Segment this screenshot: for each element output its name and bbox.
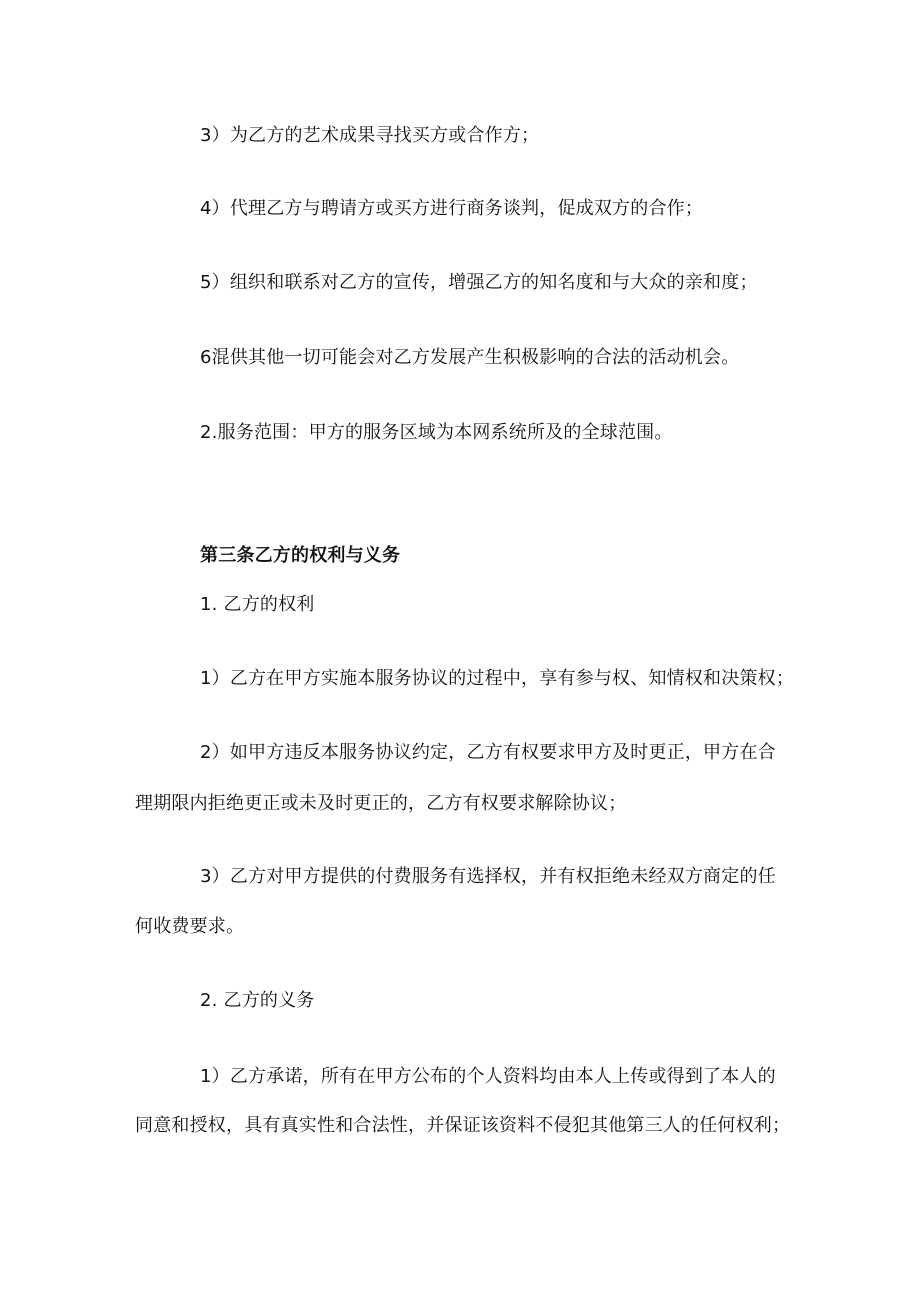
service-item-3: 3）为乙方的艺术成果寻找买方或合作方；	[200, 125, 540, 146]
obligations-item-1-line-1: 1）乙方承诺，所有在甲方公布的个人资料均由本人上传或得到了本人的	[200, 1066, 776, 1087]
obligations-title: 2. 乙方的义务	[200, 990, 315, 1011]
section-title: 第三条乙方的权利与义务	[200, 545, 401, 566]
obligations-item-1-line-2: 同意和授权，具有真实性和合法性，并保证该资料不侵犯其他第三人的任何权利；	[135, 1115, 791, 1136]
service-item-4: 4）代理乙方与聘请方或买方进行商务谈判，促成双方的合作；	[200, 198, 704, 219]
rights-item-2-line-1: 2）如甲方违反本服务协议约定，乙方有权要求甲方及时更正，甲方在合	[200, 742, 776, 763]
rights-title: 1. 乙方的权利	[200, 594, 315, 615]
service-scope: 2.服务范围：甲方的服务区域为本网系统所及的全球范围。	[200, 422, 673, 443]
service-item-5: 5）组织和联系对乙方的宣传，增强乙方的知名度和与大众的亲和度；	[200, 272, 758, 293]
rights-item-3-line-2: 何收费要求。	[135, 916, 245, 937]
rights-item-2-line-2: 理期限内拒绝更正或未及时更正的，乙方有权要求解除协议；	[135, 793, 627, 814]
rights-item-1: 1）乙方在甲方实施本服务协议的过程中，享有参与权、知情权和决策权；	[200, 668, 795, 689]
service-item-6: 6混供其他一切可能会对乙方发展产生积极影响的合法的活动机会。	[200, 347, 740, 368]
rights-item-3-line-1: 3）乙方对甲方提供的付费服务有选择权，并有权拒绝未经双方商定的任	[200, 866, 776, 887]
